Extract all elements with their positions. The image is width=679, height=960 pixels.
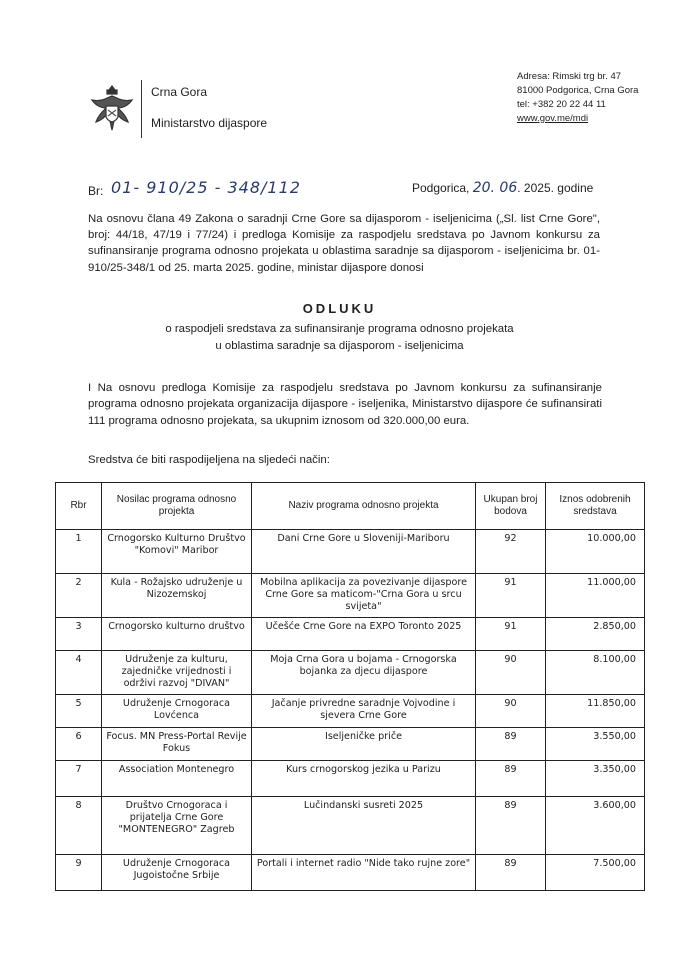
table-header-row: [56, 483, 645, 530]
table-row: [56, 618, 645, 651]
header-divider: [141, 80, 142, 138]
address-website-link[interactable]: www.gov.me/mdi: [517, 113, 589, 124]
cell-nosilac: Crnogorsko kulturno društvo: [102, 618, 252, 651]
cell-bodovi: 91: [476, 618, 546, 651]
cell-iznos: 7.500,00: [546, 855, 645, 891]
cell-bodovi: 89: [476, 761, 546, 797]
cell-bodovi: 90: [476, 651, 546, 695]
address-street: Adresa: Rimski trg br. 47: [517, 71, 622, 82]
cell-rbr: 5: [56, 695, 102, 728]
cell-iznos: 11.850,00: [546, 695, 645, 728]
cell-rbr: 6: [56, 728, 102, 761]
table-row: [56, 761, 645, 797]
subtitle-line: u oblastima saradnje sa dijasporom - iseljenicima: [215, 339, 464, 352]
table-row: [56, 574, 645, 618]
cell-iznos: 8.100,00: [546, 651, 645, 695]
cell-naziv: Jačanje privredne saradnje Vojvodine i sjevera Crne Gore: [252, 695, 476, 728]
cell-rbr: 2: [56, 574, 102, 618]
table-row: [56, 728, 645, 761]
cell-nosilac: Udruženje Crnogoraca Lovćenca: [102, 695, 252, 728]
table-row: [56, 797, 645, 855]
decision-title: ODLUKU: [302, 301, 377, 316]
place-name: Podgorica,: [412, 181, 470, 195]
cell-iznos: 11.000,00: [546, 574, 645, 618]
cell-rbr: 4: [56, 651, 102, 695]
cell-bodovi: 91: [476, 574, 546, 618]
cell-naziv: Učešće Crne Gore na EXPO Toronto 2025: [252, 618, 476, 651]
cell-naziv: Kurs crnogorskog jezika u Parizu: [252, 761, 476, 797]
cell-nosilac: Društvo Crnogoraca i prijatelja Crne Gore "MONTENEGRO" Zagreb: [102, 797, 252, 855]
table-row: [56, 651, 645, 695]
cell-iznos: 10.000,00: [546, 530, 645, 574]
cell-bodovi: 90: [476, 695, 546, 728]
intro-paragraph: Na osnovu člana 49 Zakona o saradnji Crne Gore sa dijasporom - iseljenicima („Sl. list Crne Gore", broj: 44/18, 47/19 i 77/24) i predloga Komisije za raspodjelu sredstava po Javnom konkursu za sufinansiranje programa odnosno projekata u oblastima saradnje sa dijasporom - iseljenicima br. 01-910/25-348/1 od 25. marta 2025. godine, ministar dijaspore donosi: [88, 213, 600, 274]
header-nosilac: Nosilac programa odnosno projekta: [102, 483, 252, 530]
org-name-country: Crna Gora: [151, 85, 208, 99]
cell-rbr: 3: [56, 618, 102, 651]
cell-naziv: Lučindanski susreti 2025: [252, 797, 476, 855]
place-and-date: [412, 180, 593, 196]
cell-rbr: 8: [56, 797, 102, 855]
reference-label: Br:: [88, 184, 104, 198]
cell-bodovi: 89: [476, 797, 546, 855]
cell-rbr: 7: [56, 761, 102, 797]
date-handwritten: 20. 06: [472, 180, 518, 196]
cell-naziv: Portali i internet radio "Nide tako rujne zore": [252, 855, 476, 891]
address-block: [517, 70, 638, 126]
table-row: [56, 530, 645, 574]
org-name-ministry: Ministarstvo dijaspore: [151, 116, 268, 130]
grants-table: [55, 482, 645, 891]
cell-nosilac: Kula - Rožajsko udruženje u Nizozemskoj: [102, 574, 252, 618]
cell-naziv: Iseljeničke priče: [252, 728, 476, 761]
cell-nosilac: Udruženje za kulturu, zajedničke vrijednosti i održivi razvoj "DIVAN": [102, 651, 252, 695]
cell-naziv: Dani Crne Gore u Sloveniji-Mariboru: [252, 530, 476, 574]
reference-number-handwritten: 01- 910/25 - 348/112: [111, 178, 301, 197]
cell-rbr: 1: [56, 530, 102, 574]
cell-nosilac: Focus. MN Press-Portal Revije Fokus: [102, 728, 252, 761]
address-phone: tel: +382 20 22 44 11: [517, 99, 606, 110]
header-naziv: Naziv programa odnosno projekta: [252, 483, 476, 530]
table-row: [56, 855, 645, 891]
cell-iznos: 3.350,00: [546, 761, 645, 797]
cell-naziv: Moja Crna Gora u bojama - Crnogorska bojanka za djecu dijaspore: [252, 651, 476, 695]
header-iznos: Iznos odobrenih sredstava: [546, 483, 645, 530]
distribution-intro: Sredstva će biti raspodijeljena na sljedeći način:: [88, 454, 330, 466]
decision-subtitle: [0, 321, 679, 354]
header-bodovi: Ukupan broj bodova: [476, 483, 546, 530]
cell-nosilac: Udruženje Crnogoraca Jugoistočne Srbije: [102, 855, 252, 891]
section-i-paragraph: I Na osnovu predloga Komisije za raspodjelu sredstava po Javnom konkursu za sufinansiranje programa odnosno projekata organizacija dijaspore - iseljenika, Ministarstvo dijaspore će sufinansirati 111 programa odnosno projekata, sa ukupnim iznosom od 320.000,00 eura.: [88, 382, 602, 427]
table-row: [56, 695, 645, 728]
cell-bodovi: 89: [476, 728, 546, 761]
cell-bodovi: 89: [476, 855, 546, 891]
cell-iznos: 2.850,00: [546, 618, 645, 651]
cell-naziv: Mobilna aplikacija za povezivanje dijaspore Crne Gore sa maticom-"Crna Gora u srcu svijeta": [252, 574, 476, 618]
subtitle-line: o raspodjeli sredstava za sufinansiranje programa odnosno projekata: [165, 323, 514, 335]
address-city: 81000 Podgorica, Crna Gora: [517, 85, 639, 96]
cell-bodovi: 92: [476, 530, 546, 574]
cell-iznos: 3.550,00: [546, 728, 645, 761]
header-rbr: Rbr: [56, 483, 102, 530]
cell-rbr: 9: [56, 855, 102, 891]
coat-of-arms-emblem: [88, 80, 136, 136]
cell-iznos: 3.600,00: [546, 797, 645, 855]
date-year: . 2025. godine: [517, 181, 594, 195]
cell-nosilac: Crnogorsko Kulturno Društvo "Komovi" Maribor: [102, 530, 252, 574]
cell-nosilac: Association Montenegro: [102, 761, 252, 797]
